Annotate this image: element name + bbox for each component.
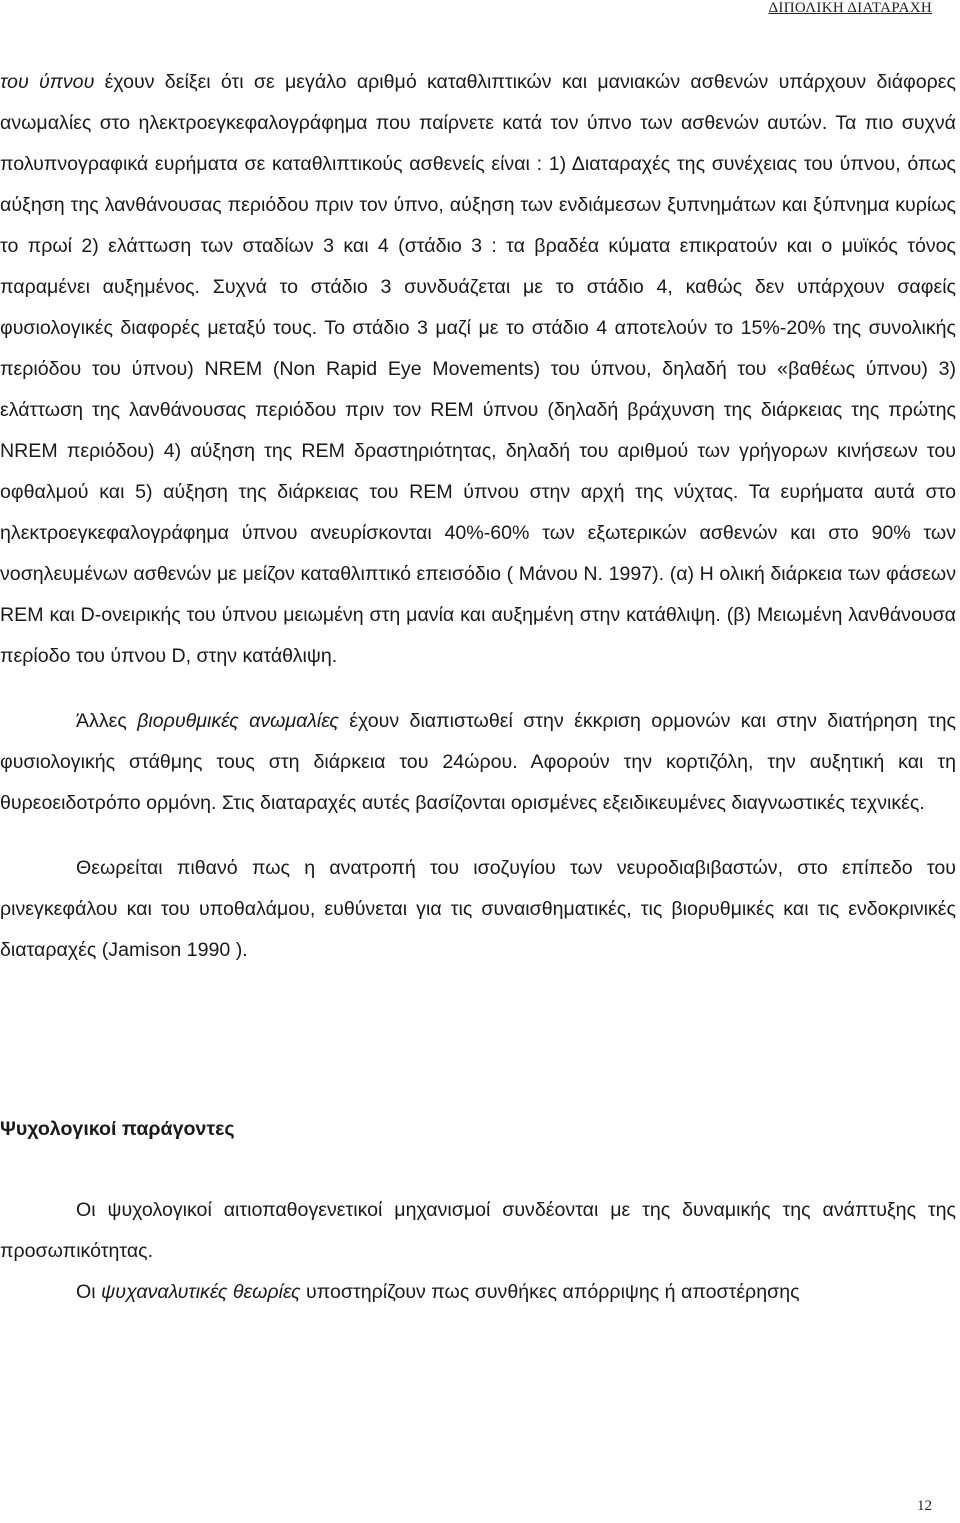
spacer xyxy=(0,677,956,701)
page-number: 12 xyxy=(917,1498,932,1514)
italic-phrase: βιορυθμικές ανωμαλίες xyxy=(137,710,339,732)
italic-phrase: του ύπνου xyxy=(0,71,95,93)
paragraph-psychological xyxy=(0,1190,956,1272)
paragraph-sleep-findings xyxy=(0,62,956,677)
paragraph-text: έχουν δείξει ότι σε μεγάλο αριθμό καταθλιπτικών και μανιακών ασθενών υπάρχουν διάφορες ανωμαλίες στο ηλεκτροεγκεφαλογράφημα που παίρνετε κατά τον ύπνο των ασθενών αυτών. Τα πιο συχνά πολυπνογραφικά ευρήματα σε καταθλιπτικούς ασθενείς είναι : 1) Διαταραχές της συνέχειας του ύπνου, όπως αύξηση της λανθάνουσας περιόδου πριν τον ύπνο, αύξηση των ενδιάμεσων ξυπνημάτων και ξύπνημα κυρίως το πρωί 2) ελάττωση των σταδίων 3 και 4 (στάδιο 3 : τα βραδέα κύματα επικρατούν και ο μυϊκός τόνος παραμένει αυξημένος. Συχνά το στάδιο 3 συνδυάζεται με το στάδιο 4, καθώς δεν υπάρχουν σαφείς φυσιολογικές διαφορές μεταξύ τους. Το στάδιο 3 μαζί με το στάδιο 4 αποτελούν το 15%-20% της συνολικής περιόδου του ύπνου) NREM (Non Rapid Eye Movements) του ύπνου, δηλαδή του «βαθέως ύπνου) 3) ελάττωση της λανθάνουσας περιόδου πριν τον REM ύπνου (δηλαδή βράχυνση της διάρκειας της πρώτης NREM περιόδου) 4) αύξηση της REM δραστηριότητας, δηλαδή του αριθμού των γρήγορων κινήσεων του οφθαλμού και 5) αύξηση της διάρκειας του REM ύπνου στην αρχή της νύχτας. Τα ευρήματα αυτά στο ηλεκτροεγκεφαλογράφημα ύπνου ανευρίσκονται 40%-60% των εξωτερικών ασθενών και στο 90% των νοσηλευμένων ασθενών με μείζον καταθλιπτικό επεισόδιο ( Μάνου Ν. 1997). (α) Η ολική διάρκεια των φάσεων REM και D-ονειρικής του ύπνου μειωμένη στη μανία και αυξημένη στην κατάθλιψη. (β) Μειωμένη λανθάνουσα περίοδο του ύπνου D, στην κατάθλιψη. xyxy=(0,71,956,667)
spacer xyxy=(0,971,956,1109)
paragraph-biorhythm xyxy=(0,701,956,824)
paragraph-text: Θεωρείται πιθανό πως η ανατροπή του ισοζυγίου των νευροδιαβιβαστών, στο επίπεδο του ρινεγκεφάλου και του υποθαλάμου, ευθύνεται για τις συναισθηματικές, τις βιορυθμικές και τις ενδοκρινικές διαταραχές (Jamison 1990 ). xyxy=(0,857,956,961)
document-body xyxy=(0,62,956,1313)
paragraph-start: Οι xyxy=(76,1281,102,1303)
paragraph-text: Οι ψυχολογικοί αιτιοπαθογενετικοί μηχανισμοί συνδέονται με της δυναμικής της ανάπτυξης της προσωπικότητας. xyxy=(0,1199,956,1262)
spacer xyxy=(0,1150,956,1190)
italic-phrase: ψυχαναλυτικές θεωρίες xyxy=(101,1281,301,1303)
section-heading: Ψυχολογικοί παράγοντες xyxy=(0,1118,235,1140)
running-header: ΔΙΠΟΛΙΚΗ ΔΙΑΤΑΡΑΧΗ xyxy=(768,0,932,16)
spacer xyxy=(0,824,956,848)
paragraph-text: υποστηρίζουν πως συνθήκες απόρριψης ή αποστέρησης xyxy=(300,1281,800,1303)
paragraph-psychoanalytic xyxy=(0,1272,956,1313)
paragraph-neurotransmitters xyxy=(0,848,956,971)
paragraph-start: Άλλες xyxy=(76,710,138,732)
paragraph-text: έχουν διαπιστωθεί στην έκκριση ορμονών και στην διατήρηση της φυσιολογικής στάθμης τους στη διάρκεια του 24ώρου. Αφορούν την κορτιζόλη, την αυξητική και τη θυρεοειδοτρόπο ορμόνη. Στις διαταραχές αυτές βασίζονται ορισμένες εξειδικευμένες διαγνωστικές τεχνικές. xyxy=(0,710,956,814)
